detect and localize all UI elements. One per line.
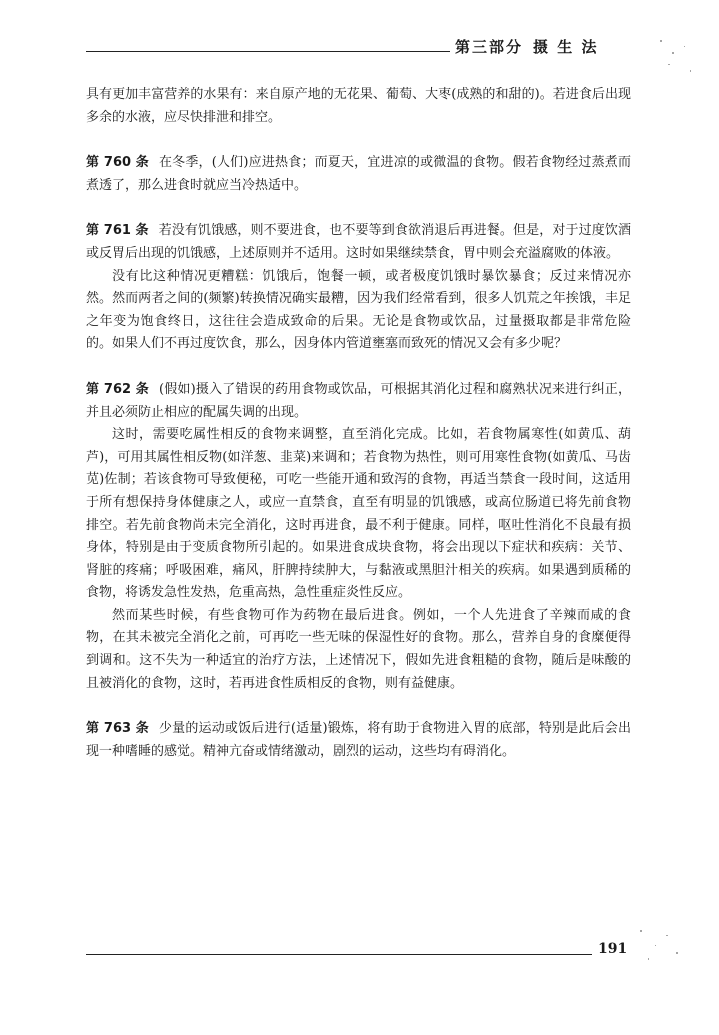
article-763 bbox=[86, 718, 631, 763]
scan-speck bbox=[672, 52, 674, 54]
scan-speck bbox=[676, 952, 678, 954]
article-760 bbox=[86, 152, 631, 197]
article-761 bbox=[86, 220, 631, 265]
paragraph: 然而某些时候，有些食物可作为药物在最后进食。例如，一个人先进食了辛辣而咸的食物，在其未被完全消化之前，可再吃一些无味的保湿性好的食物。那么，营养自身的食糜便得到调和。这不失为一种适宜的治疗方法，上述情况下，假如先进食粗糙的食物，随后是味酸的且被消化的食物，这时，若再进食性质相反的食物，则有益健康。 bbox=[86, 607, 631, 691]
footer-rule bbox=[86, 954, 592, 955]
paragraph-continued: 具有更加丰富营养的水果有：来自原产地的无花果、葡萄、大枣(成熟的和甜的)。若进食后出现多余的水液，应尽快排泄和排空。 bbox=[86, 87, 631, 125]
article-number: 第 763 条 bbox=[86, 721, 149, 737]
page-number: 191 bbox=[598, 941, 628, 957]
header-section: 摄 生 法 bbox=[533, 38, 599, 56]
article-number: 第 761 条 bbox=[86, 223, 149, 239]
article-number: 第 760 条 bbox=[86, 155, 149, 171]
body-text bbox=[86, 84, 631, 763]
scan-speck bbox=[690, 70, 691, 72]
scan-speck bbox=[684, 46, 685, 47]
scan-speck bbox=[655, 945, 656, 946]
article-762 bbox=[86, 379, 631, 424]
header-rule bbox=[86, 51, 450, 52]
scan-speck bbox=[666, 935, 668, 936]
running-header bbox=[455, 36, 598, 57]
article-text: (假如)摄入了错误的药用食物或饮品，可根据其消化过程和腐熟状况来进行纠正，并且必须防止相应的配属失调的出现。 bbox=[86, 381, 631, 420]
paragraph: 没有比这种情况更糟糕：饥饿后，饱餐一顿，或者极度饥饿时暴饮暴食；反过来情况亦然。然而两者之间的(频繁)转换情况确实最糟，因为我们经常看到，很多人饥荒之年挨饿，丰足之年变为饱食终日，这往往会造成致命的后果。无论是食物或饮品，过量摄取都是非常危险的。如果人们不再过度饮食，那么，因身体内管道壅塞而致死的情况又会有多少呢？ bbox=[86, 268, 631, 352]
scan-speck bbox=[648, 958, 649, 960]
article-number: 第 762 条 bbox=[86, 381, 149, 397]
article-text: 少量的运动或饭后进行(适量)锻炼，将有助于食物进入胃的底部，特别是此后会出现一种嗜睡的感觉。精神亢奋或情绪激动，剧烈的运动，这些均有碍消化。 bbox=[86, 721, 631, 759]
article-text: 若没有饥饿感，则不要进食，也不要等到食欲消退后再进餐。但是，对于过度饮酒或反胃后出现的饥饿感，上述原则并不适用。这时如果继续禁食，胃中则会充溢腐败的体液。 bbox=[86, 223, 631, 261]
scan-speck bbox=[660, 40, 662, 42]
header-part: 第三部分 bbox=[455, 38, 524, 56]
scan-speck bbox=[668, 64, 670, 65]
article-text: 在冬季，(人们)应进热食；而夏天，宜进凉的或微温的食物。假若食物经过蒸煮而煮透了，那么进食时就应当冷热适中。 bbox=[86, 155, 631, 193]
paragraph: 这时，需要吃属性相反的食物来调整，直至消化完成。比如，若食物属寒性(如黄瓜、葫芦)，可用其属性相反物(如洋葱、韭菜)来调和；若食物为热性，则可用寒性食物(如黄瓜、马齿苋)佐制；若该食物可导致便秘，可吃一些能开通和致泻的食物，再适当禁食一段时间，这适用于所有想保持身体健康之人，或应一直禁食，直至有明显的饥饿感，或高位肠道已将先前食物排空。若先前食物尚未完全消化，这时再进食，最不利于健康。同样，呕吐性消化不良最有损身体，特别是由于变质食物所引起的。如果进食成块食物，将会出现以下症状和疾病：关节、肾脏的疼痛；呼吸困难，痛风，肝脾持续肿大，与黏液或黑胆汁相关的疾病。如果遇到质稀的食物，将诱发急性发热，危重高热，急性重症炎性反应。 bbox=[86, 427, 631, 601]
scan-speck bbox=[640, 930, 642, 932]
